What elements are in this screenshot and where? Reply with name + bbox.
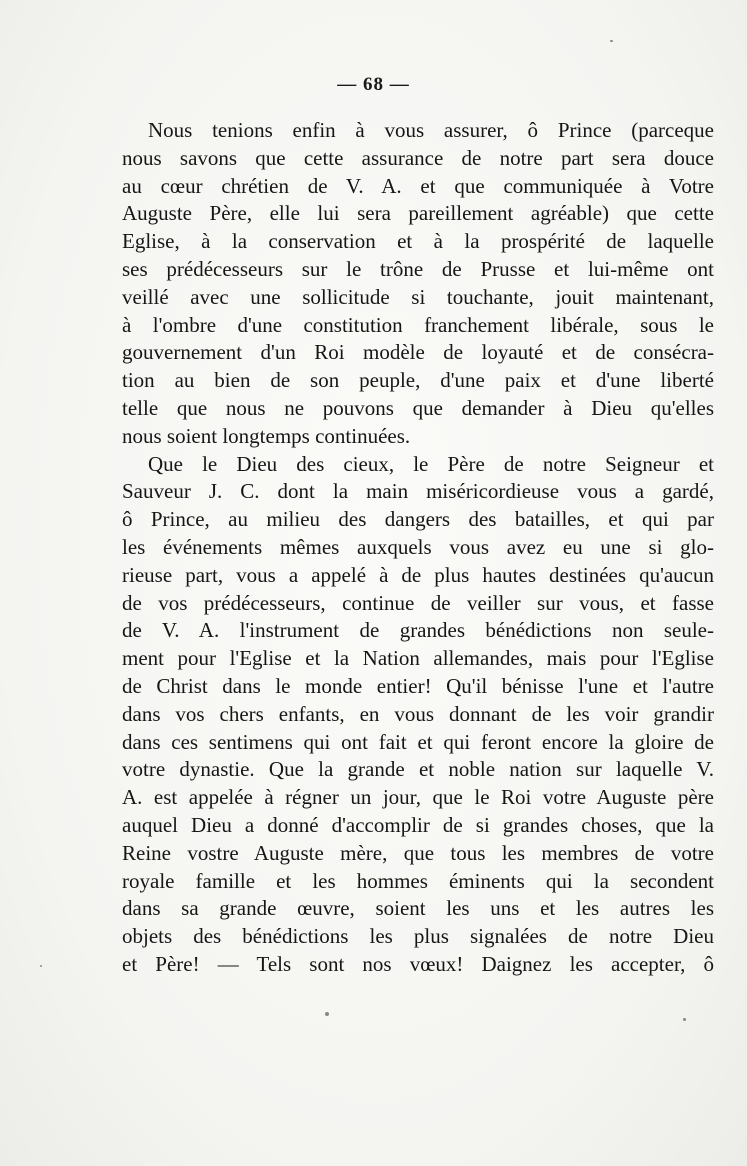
body-text — [122, 117, 714, 979]
text-line: objets des bénédictions les plus signalées de notre Dieu — [122, 924, 714, 949]
text-line: rieuse part, vous a appelé à de plus hautes destinées qu'aucun — [122, 562, 714, 587]
text-line: Que le Dieu des cieux, le Père de notre Seigneur et — [148, 451, 714, 476]
scan-speck — [610, 40, 613, 42]
text-line: et Père! — Tels sont nos vœux! Daignez les accepter, ô — [122, 951, 714, 976]
text-line: les événements mêmes auxquels vous avez eu une si glo- — [122, 534, 714, 559]
scan-speck — [40, 965, 42, 967]
text-line: ses prédécesseurs sur le trône de Prusse et lui-même ont — [122, 256, 714, 281]
text-line: Nous tenions enfin à vous assurer, ô Prince (parceque — [148, 118, 714, 142]
text-line: dans sa grande œuvre, soient les uns et les autres les — [122, 896, 714, 921]
text-line: veillé avec une sollicitude si touchante, jouit maintenant, — [122, 284, 714, 309]
text-line: à l'ombre d'une constitution franchement libérale, sous le — [122, 312, 714, 337]
text-line: Reine vostre Auguste mère, que tous les membres de votre — [122, 840, 714, 865]
text-line: dans ces sentimens qui ont fait et qui feront encore la gloire de — [122, 729, 714, 754]
text-line: royale famille et les hommes éminents qui la secondent — [122, 868, 714, 893]
scan-speck — [325, 1012, 329, 1016]
paragraph-1 — [122, 117, 714, 451]
text-line: A. est appelée à régner un jour, que le Roi votre Auguste père — [122, 785, 714, 810]
text-line: nous savons que cette assurance de notre part sera douce — [122, 145, 714, 170]
text-line: Sauveur J. C. dont la main miséricordieuse vous a gardé, — [122, 479, 714, 504]
paragraph-2 — [122, 451, 714, 979]
text-line: telle que nous ne pouvons que demander à Dieu qu'elles — [122, 395, 714, 420]
text-line: ment pour l'Eglise et la Nation allemandes, mais pour l'Eglise — [122, 646, 714, 671]
text-line: de V. A. l'instrument de grandes bénédictions non seule- — [122, 618, 714, 643]
text-line: au cœur chrétien de V. A. et que communiquée à Votre — [122, 173, 714, 198]
text-line: auquel Dieu a donné d'accomplir de si grandes choses, que la — [122, 812, 714, 837]
text-line: Auguste Père, elle lui sera pareillement agréable) que cette — [122, 201, 714, 226]
text-line: gouvernement d'un Roi modèle de loyauté et de consécra- — [122, 340, 714, 365]
text-line: de Christ dans le monde entier! Qu'il bénisse l'une et l'autre — [122, 673, 714, 698]
text-line: nous soient longtemps continuées. — [122, 423, 411, 448]
text-line: de vos prédécesseurs, continue de veiller sur vous, et fasse — [122, 590, 714, 615]
text-line: votre dynastie. Que la grande et noble nation sur laquelle V. — [122, 757, 714, 782]
scan-speck — [683, 1018, 686, 1021]
text-line: tion au bien de son peuple, d'une paix et d'une liberté — [122, 368, 714, 393]
text-line: dans vos chers enfants, en vous donnant de les voir grandir — [122, 701, 714, 726]
text-line: Eglise, à la conservation et à la prospérité de laquelle — [122, 229, 714, 254]
page-number: — 68 — — [337, 74, 410, 95]
text-line: ô Prince, au milieu des dangers des batailles, et qui par — [122, 507, 714, 532]
